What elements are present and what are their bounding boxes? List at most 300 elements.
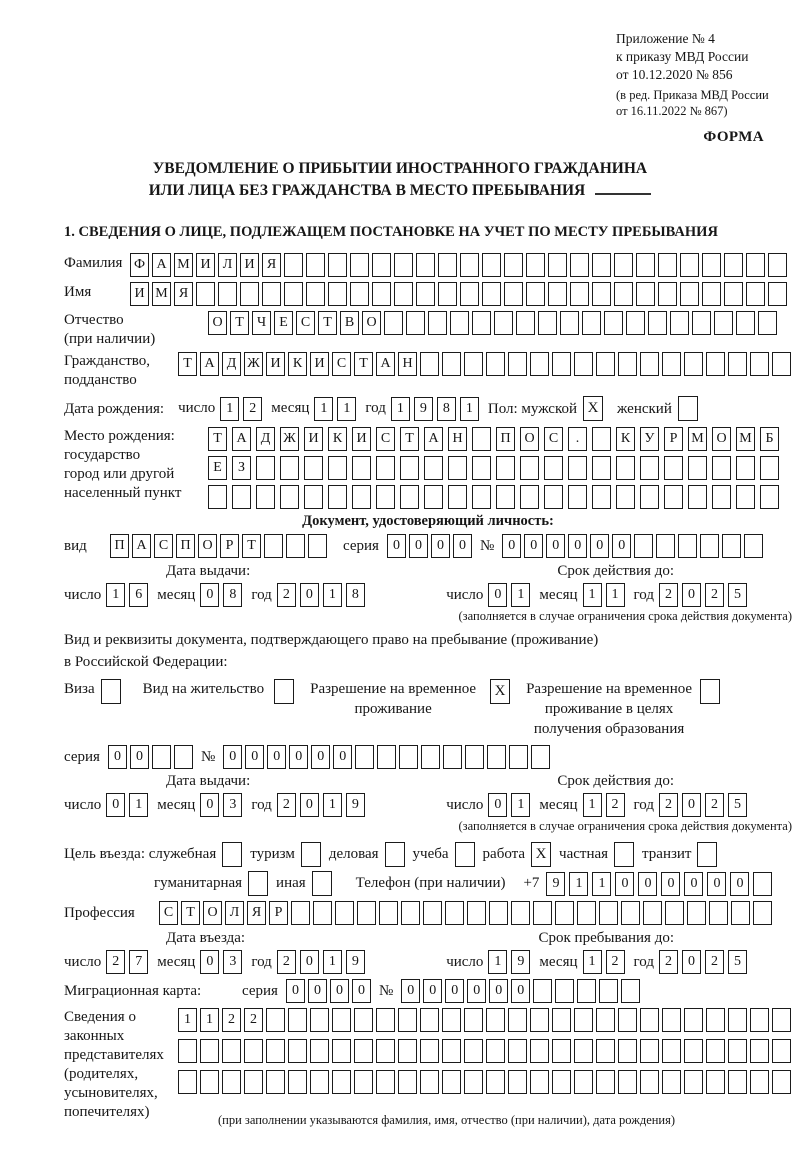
form-cell[interactable]: [530, 352, 549, 376]
form-cell[interactable]: А: [424, 427, 443, 451]
form-cell[interactable]: [504, 253, 523, 277]
form-cell[interactable]: [596, 352, 615, 376]
form-cell[interactable]: И: [130, 282, 149, 306]
form-cell[interactable]: 1: [592, 872, 611, 896]
form-cell[interactable]: [728, 1008, 747, 1032]
form-cell[interactable]: С: [154, 534, 173, 558]
form-cell[interactable]: А: [376, 352, 395, 376]
form-cell[interactable]: [352, 485, 371, 509]
form-cell[interactable]: Р: [664, 427, 683, 451]
form-cell[interactable]: [746, 282, 765, 306]
form-cell[interactable]: Ч: [252, 311, 271, 335]
form-cell[interactable]: [376, 456, 395, 480]
form-cell[interactable]: [614, 253, 633, 277]
form-cell[interactable]: [288, 1039, 307, 1063]
form-cell[interactable]: [712, 485, 731, 509]
form-cell[interactable]: 0: [245, 745, 264, 769]
form-cell[interactable]: [398, 1008, 417, 1032]
form-cell[interactable]: 0: [130, 745, 149, 769]
form-cell[interactable]: [684, 1008, 703, 1032]
form-cell[interactable]: [570, 282, 589, 306]
purpose-work-checkbox[interactable]: X: [531, 842, 551, 867]
form-cell[interactable]: 0: [682, 950, 701, 974]
form-cell[interactable]: [760, 485, 779, 509]
form-cell[interactable]: [332, 1070, 351, 1094]
form-cell[interactable]: [266, 1070, 285, 1094]
form-cell[interactable]: [538, 311, 557, 335]
form-cell[interactable]: [555, 901, 574, 925]
form-cell[interactable]: [664, 485, 683, 509]
form-cell[interactable]: 5: [728, 583, 747, 607]
form-cell[interactable]: [736, 311, 755, 335]
form-cell[interactable]: [486, 1070, 505, 1094]
form-cell[interactable]: [280, 485, 299, 509]
form-cell[interactable]: [533, 901, 552, 925]
form-cell[interactable]: [310, 1070, 329, 1094]
form-cell[interactable]: [200, 1039, 219, 1063]
form-cell[interactable]: [174, 745, 193, 769]
form-cell[interactable]: [640, 1039, 659, 1063]
form-cell[interactable]: 0: [511, 979, 530, 1003]
form-cell[interactable]: [574, 1008, 593, 1032]
form-cell[interactable]: [264, 534, 283, 558]
form-cell[interactable]: [482, 253, 501, 277]
form-cell[interactable]: [443, 745, 462, 769]
form-cell[interactable]: [328, 253, 347, 277]
form-cell[interactable]: [465, 745, 484, 769]
form-cell[interactable]: [640, 1008, 659, 1032]
form-cell[interactable]: [332, 1039, 351, 1063]
form-cell[interactable]: 2: [222, 1008, 241, 1032]
form-cell[interactable]: 9: [546, 872, 565, 896]
form-cell[interactable]: [196, 282, 215, 306]
form-cell[interactable]: [531, 745, 550, 769]
form-cell[interactable]: [640, 485, 659, 509]
form-cell[interactable]: 8: [346, 583, 365, 607]
form-cell[interactable]: Ж: [280, 427, 299, 451]
form-cell[interactable]: [688, 485, 707, 509]
form-cell[interactable]: К: [616, 427, 635, 451]
form-cell[interactable]: [376, 1070, 395, 1094]
form-cell[interactable]: [486, 1008, 505, 1032]
form-cell[interactable]: 3: [223, 950, 242, 974]
form-cell[interactable]: И: [240, 253, 259, 277]
form-cell[interactable]: [486, 352, 505, 376]
form-cell[interactable]: С: [296, 311, 315, 335]
form-cell[interactable]: [643, 901, 662, 925]
form-cell[interactable]: [665, 901, 684, 925]
form-cell[interactable]: Е: [274, 311, 293, 335]
form-cell[interactable]: 2: [705, 793, 724, 817]
form-cell[interactable]: Р: [220, 534, 239, 558]
form-cell[interactable]: [753, 872, 772, 896]
form-cell[interactable]: Т: [354, 352, 373, 376]
form-cell[interactable]: [350, 282, 369, 306]
form-cell[interactable]: [424, 485, 443, 509]
form-cell[interactable]: 0: [661, 872, 680, 896]
form-cell[interactable]: К: [288, 352, 307, 376]
form-cell[interactable]: [511, 901, 530, 925]
form-cell[interactable]: [286, 534, 305, 558]
form-cell[interactable]: 2: [244, 1008, 263, 1032]
form-cell[interactable]: [568, 485, 587, 509]
form-cell[interactable]: 9: [414, 397, 433, 421]
form-cell[interactable]: [372, 282, 391, 306]
purpose-business-checkbox[interactable]: [222, 842, 242, 867]
form-cell[interactable]: П: [176, 534, 195, 558]
form-cell[interactable]: [421, 745, 440, 769]
form-cell[interactable]: 0: [682, 583, 701, 607]
form-cell[interactable]: [596, 1070, 615, 1094]
form-cell[interactable]: [684, 1070, 703, 1094]
form-cell[interactable]: М: [152, 282, 171, 306]
form-cell[interactable]: [530, 1039, 549, 1063]
form-cell[interactable]: [621, 979, 640, 1003]
form-cell[interactable]: [486, 1039, 505, 1063]
form-cell[interactable]: 0: [330, 979, 349, 1003]
form-cell[interactable]: [379, 901, 398, 925]
form-cell[interactable]: 0: [423, 979, 442, 1003]
form-cell[interactable]: 0: [300, 950, 319, 974]
form-cell[interactable]: [508, 1008, 527, 1032]
form-cell[interactable]: [464, 1070, 483, 1094]
form-cell[interactable]: [626, 311, 645, 335]
form-cell[interactable]: Н: [448, 427, 467, 451]
form-cell[interactable]: [750, 1039, 769, 1063]
form-cell[interactable]: 8: [223, 583, 242, 607]
form-cell[interactable]: С: [544, 427, 563, 451]
form-cell[interactable]: [416, 253, 435, 277]
form-cell[interactable]: [394, 282, 413, 306]
form-cell[interactable]: [472, 311, 491, 335]
form-cell[interactable]: [509, 745, 528, 769]
form-cell[interactable]: [310, 1008, 329, 1032]
form-cell[interactable]: [640, 1070, 659, 1094]
form-cell[interactable]: [472, 485, 491, 509]
form-cell[interactable]: [244, 1039, 263, 1063]
form-cell[interactable]: 2: [106, 950, 125, 974]
form-cell[interactable]: [724, 282, 743, 306]
form-cell[interactable]: 1: [583, 950, 602, 974]
form-cell[interactable]: 0: [289, 745, 308, 769]
form-cell[interactable]: [472, 456, 491, 480]
form-cell[interactable]: 2: [277, 950, 296, 974]
form-cell[interactable]: 0: [453, 534, 472, 558]
form-cell[interactable]: [552, 352, 571, 376]
form-cell[interactable]: [768, 253, 787, 277]
form-cell[interactable]: 0: [524, 534, 543, 558]
form-cell[interactable]: [442, 1070, 461, 1094]
form-cell[interactable]: 0: [502, 534, 521, 558]
form-cell[interactable]: [552, 1008, 571, 1032]
form-cell[interactable]: [288, 1008, 307, 1032]
form-cell[interactable]: [582, 311, 601, 335]
form-cell[interactable]: С: [159, 901, 178, 925]
form-cell[interactable]: [648, 311, 667, 335]
purpose-study-checkbox[interactable]: [455, 842, 475, 867]
form-cell[interactable]: 2: [659, 950, 678, 974]
form-cell[interactable]: [313, 901, 332, 925]
form-cell[interactable]: [496, 485, 515, 509]
form-cell[interactable]: 0: [333, 745, 352, 769]
form-cell[interactable]: [354, 1008, 373, 1032]
form-cell[interactable]: Д: [256, 427, 275, 451]
form-cell[interactable]: 1: [488, 950, 507, 974]
form-cell[interactable]: [308, 534, 327, 558]
form-cell[interactable]: М: [688, 427, 707, 451]
form-cell[interactable]: 0: [200, 950, 219, 974]
form-cell[interactable]: [398, 1070, 417, 1094]
edu-permit-checkbox[interactable]: [700, 679, 720, 704]
form-cell[interactable]: 0: [286, 979, 305, 1003]
purpose-other-checkbox[interactable]: [312, 871, 332, 896]
form-cell[interactable]: 1: [511, 583, 530, 607]
form-cell[interactable]: В: [340, 311, 359, 335]
form-cell[interactable]: [533, 979, 552, 1003]
form-cell[interactable]: [746, 253, 765, 277]
form-cell[interactable]: П: [110, 534, 129, 558]
form-cell[interactable]: [618, 1008, 637, 1032]
form-cell[interactable]: [744, 534, 763, 558]
form-cell[interactable]: [464, 1039, 483, 1063]
form-cell[interactable]: [256, 485, 275, 509]
form-cell[interactable]: [438, 253, 457, 277]
form-cell[interactable]: К: [328, 427, 347, 451]
form-cell[interactable]: Т: [242, 534, 261, 558]
form-cell[interactable]: 0: [311, 745, 330, 769]
form-cell[interactable]: [706, 352, 725, 376]
form-cell[interactable]: [423, 901, 442, 925]
form-cell[interactable]: [464, 352, 483, 376]
form-cell[interactable]: [680, 253, 699, 277]
form-cell[interactable]: [445, 901, 464, 925]
form-cell[interactable]: 0: [401, 979, 420, 1003]
form-cell[interactable]: [772, 1039, 791, 1063]
form-cell[interactable]: [728, 1039, 747, 1063]
form-cell[interactable]: [662, 352, 681, 376]
form-cell[interactable]: З: [232, 456, 251, 480]
form-cell[interactable]: [401, 901, 420, 925]
form-cell[interactable]: [306, 282, 325, 306]
form-cell[interactable]: 0: [684, 872, 703, 896]
form-cell[interactable]: [772, 1008, 791, 1032]
form-cell[interactable]: [284, 282, 303, 306]
form-cell[interactable]: 2: [659, 583, 678, 607]
form-cell[interactable]: 2: [606, 793, 625, 817]
form-cell[interactable]: М: [174, 253, 193, 277]
form-cell[interactable]: [406, 311, 425, 335]
form-cell[interactable]: [692, 311, 711, 335]
form-cell[interactable]: [352, 456, 371, 480]
form-cell[interactable]: [372, 253, 391, 277]
form-cell[interactable]: 0: [568, 534, 587, 558]
visa-checkbox[interactable]: [101, 679, 121, 704]
form-cell[interactable]: [724, 253, 743, 277]
form-cell[interactable]: 0: [106, 793, 125, 817]
form-cell[interactable]: [208, 485, 227, 509]
form-cell[interactable]: [494, 311, 513, 335]
form-cell[interactable]: [687, 901, 706, 925]
form-cell[interactable]: [702, 253, 721, 277]
form-cell[interactable]: 2: [277, 793, 296, 817]
form-cell[interactable]: [489, 901, 508, 925]
purpose-humanitarian-checkbox[interactable]: [248, 871, 268, 896]
form-cell[interactable]: [577, 979, 596, 1003]
form-cell[interactable]: [636, 282, 655, 306]
form-cell[interactable]: 0: [615, 872, 634, 896]
sex-female-checkbox[interactable]: [678, 396, 698, 421]
form-cell[interactable]: [420, 1070, 439, 1094]
form-cell[interactable]: [200, 1070, 219, 1094]
form-cell[interactable]: 9: [346, 950, 365, 974]
form-cell[interactable]: 9: [511, 950, 530, 974]
form-cell[interactable]: [508, 352, 527, 376]
form-cell[interactable]: [266, 1039, 285, 1063]
form-cell[interactable]: [618, 1070, 637, 1094]
form-cell[interactable]: [758, 311, 777, 335]
form-cell[interactable]: [599, 979, 618, 1003]
form-cell[interactable]: [328, 456, 347, 480]
form-cell[interactable]: [596, 1039, 615, 1063]
form-cell[interactable]: [280, 456, 299, 480]
form-cell[interactable]: [328, 282, 347, 306]
form-cell[interactable]: [684, 1039, 703, 1063]
form-cell[interactable]: [750, 1008, 769, 1032]
form-cell[interactable]: Я: [174, 282, 193, 306]
form-cell[interactable]: С: [332, 352, 351, 376]
form-cell[interactable]: [636, 253, 655, 277]
form-cell[interactable]: [482, 282, 501, 306]
form-cell[interactable]: [702, 282, 721, 306]
form-cell[interactable]: [328, 485, 347, 509]
form-cell[interactable]: О: [712, 427, 731, 451]
form-cell[interactable]: 1: [323, 793, 342, 817]
form-cell[interactable]: [570, 253, 589, 277]
form-cell[interactable]: [472, 427, 491, 451]
form-cell[interactable]: 9: [346, 793, 365, 817]
purpose-transit-checkbox[interactable]: [697, 842, 717, 867]
form-cell[interactable]: [424, 456, 443, 480]
form-cell[interactable]: Т: [318, 311, 337, 335]
form-cell[interactable]: [398, 1039, 417, 1063]
form-cell[interactable]: [508, 1039, 527, 1063]
form-cell[interactable]: [592, 485, 611, 509]
form-cell[interactable]: [178, 1070, 197, 1094]
form-cell[interactable]: [384, 311, 403, 335]
residence-permit-checkbox[interactable]: [274, 679, 294, 704]
form-cell[interactable]: [640, 456, 659, 480]
form-cell[interactable]: Я: [262, 253, 281, 277]
purpose-private-checkbox[interactable]: [614, 842, 634, 867]
form-cell[interactable]: 1: [337, 397, 356, 421]
purpose-commercial-checkbox[interactable]: [385, 842, 405, 867]
form-cell[interactable]: [332, 1008, 351, 1032]
form-cell[interactable]: [574, 1039, 593, 1063]
form-cell[interactable]: 2: [243, 397, 262, 421]
form-cell[interactable]: [288, 1070, 307, 1094]
form-cell[interactable]: [722, 534, 741, 558]
form-cell[interactable]: [232, 485, 251, 509]
form-cell[interactable]: 0: [267, 745, 286, 769]
form-cell[interactable]: [552, 1039, 571, 1063]
form-cell[interactable]: [616, 456, 635, 480]
form-cell[interactable]: [376, 1039, 395, 1063]
form-cell[interactable]: [616, 485, 635, 509]
form-cell[interactable]: [592, 456, 611, 480]
form-cell[interactable]: [428, 311, 447, 335]
form-cell[interactable]: [760, 456, 779, 480]
form-cell[interactable]: [736, 456, 755, 480]
form-cell[interactable]: Б: [760, 427, 779, 451]
form-cell[interactable]: И: [304, 427, 323, 451]
form-cell[interactable]: [574, 352, 593, 376]
form-cell[interactable]: [487, 745, 506, 769]
form-cell[interactable]: 0: [200, 793, 219, 817]
form-cell[interactable]: [496, 456, 515, 480]
form-cell[interactable]: [656, 534, 675, 558]
form-cell[interactable]: 0: [488, 793, 507, 817]
form-cell[interactable]: Н: [398, 352, 417, 376]
form-cell[interactable]: М: [736, 427, 755, 451]
form-cell[interactable]: [658, 282, 677, 306]
form-cell[interactable]: [222, 1039, 241, 1063]
form-cell[interactable]: [420, 1008, 439, 1032]
form-cell[interactable]: [634, 534, 653, 558]
form-cell[interactable]: [335, 901, 354, 925]
form-cell[interactable]: 2: [705, 583, 724, 607]
form-cell[interactable]: [448, 485, 467, 509]
form-cell[interactable]: Л: [225, 901, 244, 925]
form-cell[interactable]: [560, 311, 579, 335]
form-cell[interactable]: [714, 311, 733, 335]
form-cell[interactable]: [592, 282, 611, 306]
form-cell[interactable]: О: [198, 534, 217, 558]
form-cell[interactable]: [448, 456, 467, 480]
form-cell[interactable]: Т: [230, 311, 249, 335]
form-cell[interactable]: 0: [730, 872, 749, 896]
form-cell[interactable]: [284, 253, 303, 277]
form-cell[interactable]: 0: [431, 534, 450, 558]
form-cell[interactable]: [420, 352, 439, 376]
form-cell[interactable]: [706, 1008, 725, 1032]
form-cell[interactable]: [662, 1039, 681, 1063]
form-cell[interactable]: 0: [612, 534, 631, 558]
form-cell[interactable]: П: [496, 427, 515, 451]
form-cell[interactable]: Т: [181, 901, 200, 925]
form-cell[interactable]: 1: [106, 583, 125, 607]
form-cell[interactable]: И: [310, 352, 329, 376]
form-cell[interactable]: Т: [178, 352, 197, 376]
form-cell[interactable]: [592, 253, 611, 277]
form-cell[interactable]: [731, 901, 750, 925]
form-cell[interactable]: [450, 311, 469, 335]
form-cell[interactable]: И: [266, 352, 285, 376]
form-cell[interactable]: [750, 352, 769, 376]
form-cell[interactable]: Я: [247, 901, 266, 925]
form-cell[interactable]: [354, 1039, 373, 1063]
form-cell[interactable]: 1: [314, 397, 333, 421]
form-cell[interactable]: [376, 1008, 395, 1032]
form-cell[interactable]: 2: [705, 950, 724, 974]
form-cell[interactable]: [618, 1039, 637, 1063]
form-cell[interactable]: [568, 456, 587, 480]
form-cell[interactable]: С: [376, 427, 395, 451]
sex-male-checkbox[interactable]: X: [583, 396, 603, 421]
form-cell[interactable]: 1: [569, 872, 588, 896]
form-cell[interactable]: [772, 1070, 791, 1094]
form-cell[interactable]: 0: [387, 534, 406, 558]
form-cell[interactable]: [621, 901, 640, 925]
